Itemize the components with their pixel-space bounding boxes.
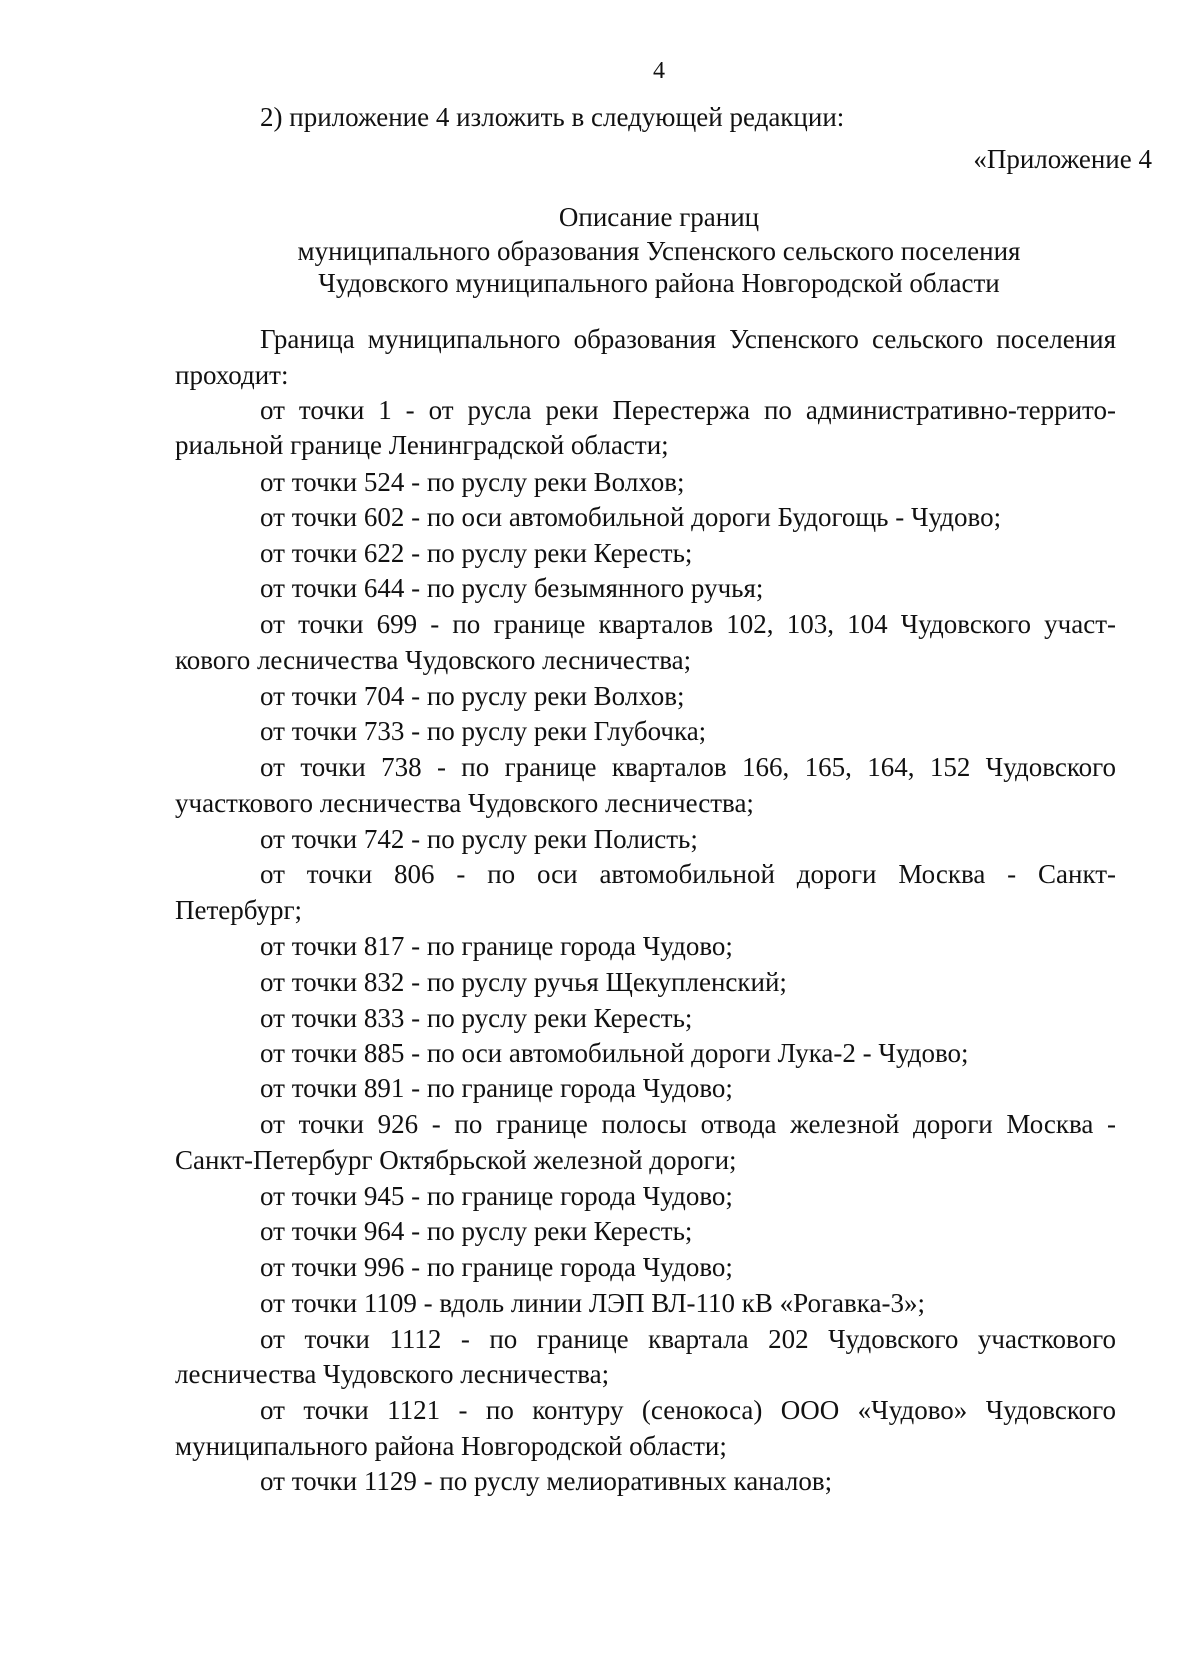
appendix-label: «Приложение 4	[973, 144, 1152, 174]
intro-line: 2) приложение 4 изложить в следующей редакции:	[260, 102, 845, 132]
text-line: от точки 524 - по руслу реки Волхов;	[260, 467, 685, 497]
text-line: от точки 926 - по границе полосы отвода железной дороги Москва -	[260, 1109, 1116, 1139]
text-line: риальной границе Ленинградской области;	[175, 430, 669, 460]
title-line-1: Описание границ	[558, 202, 760, 232]
text-line: от точки 738 - по границе кварталов 166, 165, 164, 152 Чудовского	[260, 752, 1116, 782]
text-line: лесничества Чудовского лесничества;	[175, 1359, 610, 1389]
text-line: муниципального района Новгородской области;	[175, 1431, 727, 1461]
text-line: от точки 964 - по руслу реки Кересть;	[260, 1216, 693, 1246]
text-line: от точки 1121 - по контуру (сенокоса) ООО «Чудово» Чудовского	[260, 1395, 1116, 1425]
text-line: от точки 817 - по границе города Чудово;	[260, 931, 733, 961]
title-line-3: Чудовского муниципального района Новгородской области	[318, 268, 1000, 298]
text-line: от точки 1109 - вдоль линии ЛЭП ВЛ-110 кВ «Рогавка-3»;	[260, 1288, 925, 1318]
text-line: от точки 704 - по руслу реки Волхов;	[260, 681, 685, 711]
text-line: от точки 945 - по границе города Чудово;	[260, 1181, 733, 1211]
text-line: от точки 996 - по границе города Чудово;	[260, 1252, 733, 1282]
text-line: проходит:	[175, 360, 289, 390]
text-line: от точки 1112 - по границе квартала 202 Чудовского участкового	[260, 1324, 1116, 1354]
text-line: от точки 833 - по руслу реки Кересть;	[260, 1003, 693, 1033]
text-line: участкового лесничества Чудовского лесничества;	[175, 788, 754, 818]
text-line: от точки 1129 - по руслу мелиоративных каналов;	[260, 1466, 833, 1496]
text-line: от точки 1 - от русла реки Перестержа по административно-террито-	[260, 395, 1116, 425]
text-line: от точки 742 - по руслу реки Полисть;	[260, 824, 698, 854]
title-line-2: муниципального образования Успенского сельского поселения	[297, 236, 1021, 266]
text-line: от точки 733 - по руслу реки Глубочка;	[260, 716, 707, 746]
page-number: 4	[653, 58, 665, 84]
text-line: от точки 806 - по оси автомобильной дороги Москва - Санкт-	[260, 859, 1116, 889]
text-line: от точки 885 - по оси автомобильной дороги Лука-2 - Чудово;	[260, 1038, 969, 1068]
text-line: от точки 891 - по границе города Чудово;	[260, 1073, 733, 1103]
text-line: кового лесничества Чудовского лесничества;	[175, 645, 692, 675]
text-line: от точки 622 - по руслу реки Кересть;	[260, 538, 693, 568]
text-line: Санкт-Петербург Октябрьской железной дороги;	[175, 1145, 737, 1175]
text-line: от точки 832 - по руслу ручья Щекупленский;	[260, 967, 787, 997]
text-line: от точки 602 - по оси автомобильной дороги Будогощь - Чудово;	[260, 502, 1002, 532]
text-line: Граница муниципального образования Успенского сельского поселения	[260, 324, 1116, 354]
text-line: от точки 699 - по границе кварталов 102, 103, 104 Чудовского участ-	[260, 609, 1116, 639]
text-line: Петербург;	[175, 895, 303, 925]
text-line: от точки 644 - по руслу безымянного ручья;	[260, 573, 764, 603]
